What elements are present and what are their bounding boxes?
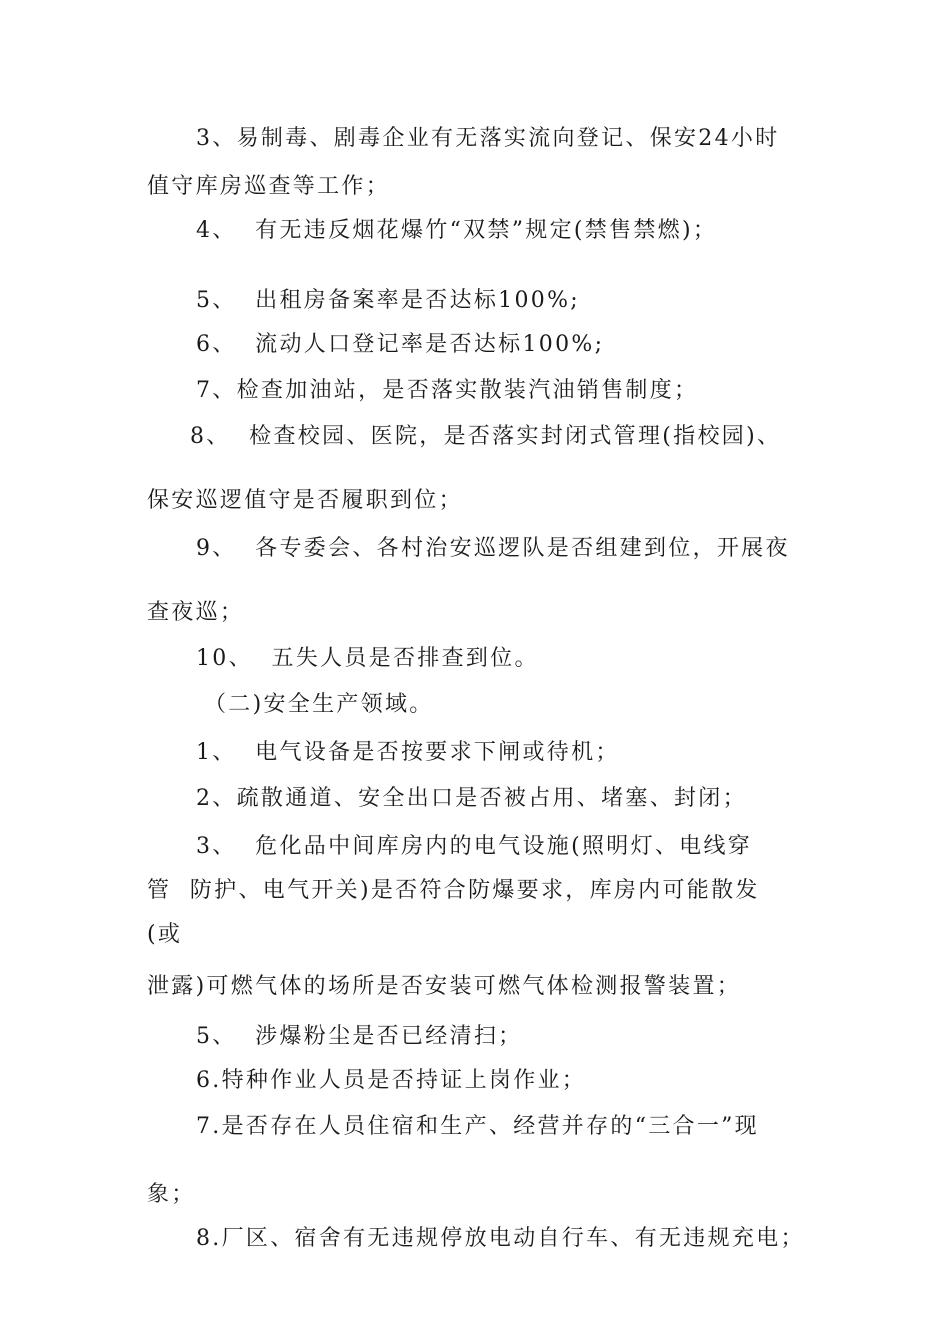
item-8-schools-hospitals: 8、 检查校园、医院，是否落实封闭式管理(指校园)、 <box>190 424 782 449</box>
item-7-gas-stations: 7、检查加油站，是否落实散装汽油销售制度； <box>196 378 699 403</box>
safety-item-6-special-operations: 6.特种作业人员是否持证上岗作业； <box>196 1068 587 1093</box>
safety-item-1-electrical: 1、 电气设备是否按要求下闸或待机； <box>196 740 620 765</box>
safety-item-7-three-in-one: 7.是否存在人员住宿和生产、经营并存的“三合一”现 <box>196 1114 759 1139</box>
item-9-continued: 查夜巡； <box>147 600 245 625</box>
item-10-five-loss-persons: 10、 五失人员是否排查到位。 <box>196 646 539 671</box>
safety-item-2-evacuation: 2、疏散通道、安全出口是否被占用、堵塞、封闭； <box>196 786 747 811</box>
section-heading-safety-production: （二)安全生产领域。 <box>204 692 434 717</box>
item-6-floating-population: 6、 流动人口登记率是否达标100%; <box>196 332 605 357</box>
safety-item-5-dust: 5、 涉爆粉尘是否已经清扫； <box>196 1024 523 1049</box>
safety-item-3-hazmat-storage: 3、 危化品中间库房内的电气设施(照明灯、电线穿 <box>196 834 753 859</box>
safety-item-3-continued-3: 泄露)可燃气体的场所是否安装可燃气体检测报警装置； <box>147 974 742 999</box>
safety-item-7-continued: 象； <box>147 1182 196 1207</box>
item-4-fireworks: 4、 有无违反烟花爆竹“双禁”规定(禁售禁燃)； <box>196 218 718 243</box>
item-9-patrol-teams: 9、 各专委会、各村治安巡逻队是否组建到位，开展夜 <box>196 536 790 561</box>
item-8-continued: 保安巡逻值守是否履职到位； <box>147 488 463 513</box>
item-3-continued: 值守库房巡查等工作； <box>147 174 391 199</box>
item-5-rental-housing: 5、 出租房备案率是否达标100%; <box>196 288 580 313</box>
safety-item-3-continued-2: (或 <box>147 922 183 947</box>
item-3-hazardous-chemicals: 3、易制毒、剧毒企业有无落实流向登记、保安24小时 <box>196 126 780 151</box>
safety-item-3-continued-1: 管 防护、电气开关)是否符合防爆要求，库房内可能散发 <box>147 878 760 903</box>
safety-item-8-e-bikes: 8.厂区、宿舍有无违规停放电动自行车、有无违规充电； <box>196 1226 805 1251</box>
